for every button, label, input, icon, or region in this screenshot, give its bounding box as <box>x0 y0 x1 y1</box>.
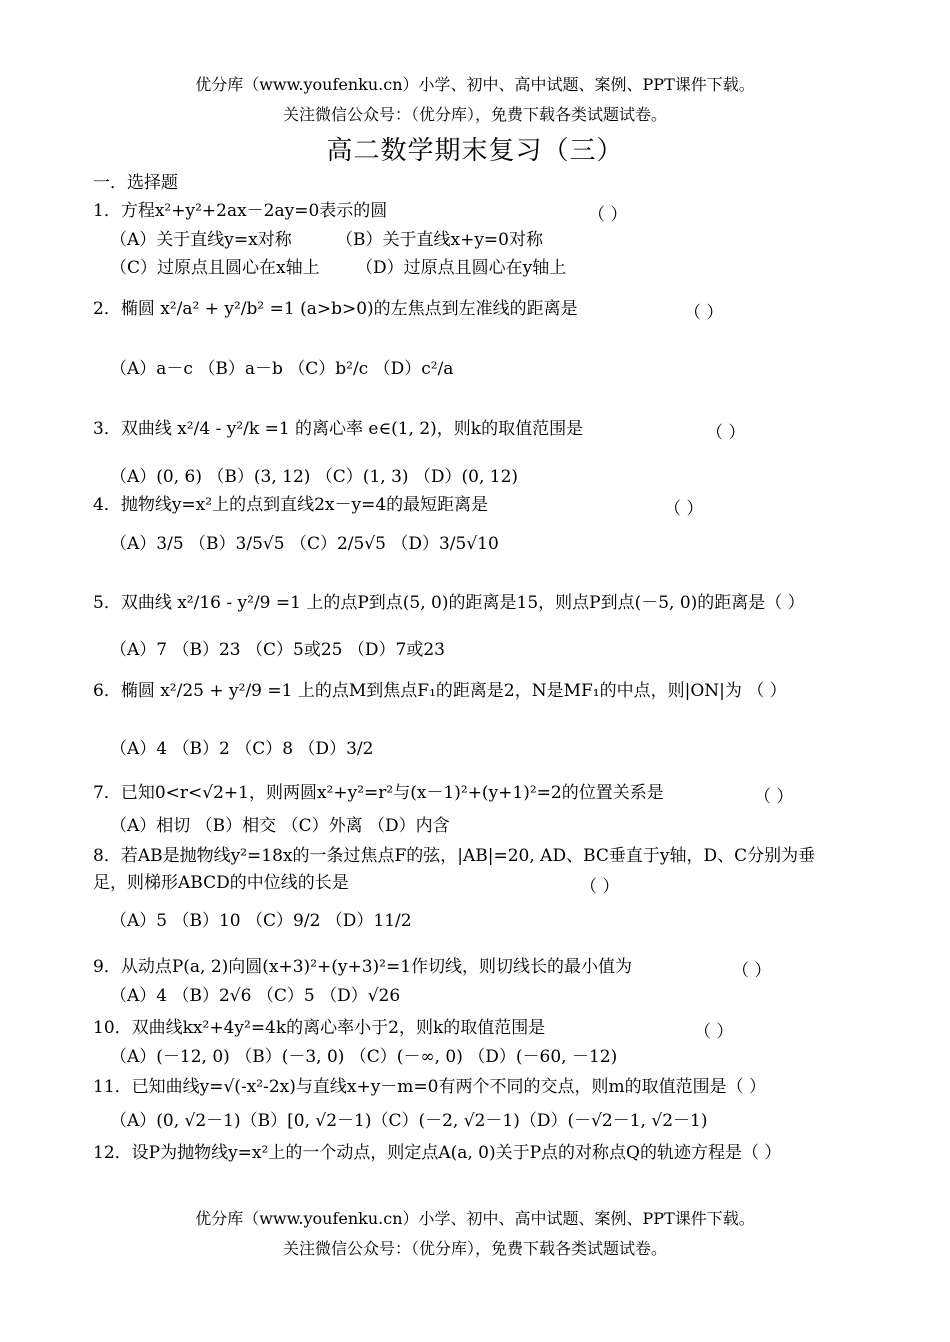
header-line-1: 优分库（www.youfenku.cn）小学、初中、高中试题、案例、PPT课件下载。 <box>195 75 755 94</box>
question-11-options: （A）(0, √2－1)（B）[0, √2－1)（C）(－2, √2－1)（D）(－√2－1, √2－1) <box>110 1111 708 1131</box>
question-2: 2．椭圆 x²/a² + y²/b² =1 (a>b>0)的左焦点到左准线的距离是 <box>93 299 578 319</box>
question-9-options: （A）4 （B）2√6 （C）5 （D）√26 <box>110 986 401 1006</box>
question-10: 10．双曲线kx²+4y²=4k的离心率小于2，则k的取值范围是 <box>93 1018 546 1038</box>
question-6-options: （A）4 （B）2 （C）8 （D）3/2 <box>110 739 374 759</box>
question-2-options: （A）a－c （B）a－b （C）b²/c （D）c²/a <box>110 359 454 379</box>
question-8-line-1: 8．若AB是抛物线y²=18x的一条过焦点F的弦，|AB|=20, AD、BC垂直于y轴，D、C分别为垂 <box>93 846 816 866</box>
question-3-options: （A）(0, 6) （B）(3, 12) （C）(1, 3) （D）(0, 12) <box>110 467 519 487</box>
question-5: 5．双曲线 x²/16 - y²/9 =1 上的点P到点(5, 0)的距离是15，则点P到点(－5, 0)的距离是（ ） <box>93 593 805 613</box>
answer-paren: （ ） <box>694 1022 734 1042</box>
question-1-option-c: （C）过原点且圆心在x轴上 <box>110 258 320 278</box>
answer-paren: （ ） <box>664 499 704 519</box>
question-5-options: （A）7 （B）23 （C）5或25 （D）7或23 <box>110 640 445 660</box>
footer-line-1: 优分库（www.youfenku.cn）小学、初中、高中试题、案例、PPT课件下载。 <box>195 1209 755 1228</box>
answer-paren: （ ） <box>684 303 724 323</box>
question-7-options: （A）相切 （B）相交 （C）外离 （D）内含 <box>110 816 450 836</box>
question-8-line-2: 足，则梯形ABCD的中位线的长是 <box>93 873 349 893</box>
answer-paren: （ ） <box>706 423 746 443</box>
question-10-options: （A）(－12, 0) （B）(－3, 0) （C）(－∞, 0) （D）(－60, －12) <box>110 1047 618 1067</box>
answer-paren: （ ） <box>580 877 620 897</box>
question-1: 1．方程x²+y²+2ax－2ay=0表示的圆 <box>93 201 388 221</box>
question-7: 7．已知0<r<√2+1，则两圆x²+y²=r²与(x－1)²+(y+1)²=2的位置关系是 <box>93 783 664 803</box>
question-3: 3．双曲线 x²/4 - y²/k =1 的离心率 e∈(1, 2)，则k的取值范围是 <box>93 419 584 439</box>
header-line-2: 关注微信公众号：（优分库），免费下载各类试题试卷。 <box>282 105 667 124</box>
answer-paren: （ ） <box>732 961 772 981</box>
question-12: 12．设P为抛物线y=x²上的一个动点，则定点A(a, 0)关于P点的对称点Q的轨迹方程是（ ） <box>93 1143 782 1163</box>
section-heading: 一．选择题 <box>93 173 178 193</box>
question-9: 9．从动点P(a, 2)向圆(x+3)²+(y+3)²=1作切线，则切线长的最小值为 <box>93 957 633 977</box>
footer-line-2: 关注微信公众号：（优分库），免费下载各类试题试卷。 <box>282 1239 667 1258</box>
question-8-options: （A）5 （B）10 （C）9/2 （D）11/2 <box>110 911 412 931</box>
answer-paren: （ ） <box>588 205 628 225</box>
question-4: 4．抛物线y=x²上的点到直线2x－y=4的最短距离是 <box>93 495 489 515</box>
question-1-option-d: （D）过原点且圆心在y轴上 <box>356 258 567 278</box>
question-1-option-a: （A）关于直线y=x对称 <box>110 230 292 250</box>
question-11: 11．已知曲线y=√(-x²-2x)与直线x+y－m=0有两个不同的交点，则m的取值范围是（ ） <box>93 1077 767 1097</box>
answer-paren: （ ） <box>754 787 794 807</box>
question-1-option-b: （B）关于直线x+y=0对称 <box>336 230 543 250</box>
question-6: 6．椭圆 x²/25 + y²/9 =1 上的点M到焦点F₁的距离是2，N是MF₁的中点，则|ON|为 （ ） <box>93 681 787 701</box>
question-4-options: （A）3/5 （B）3/5√5 （C）2/5√5 （D）3/5√10 <box>110 534 499 554</box>
page-title: 高二数学期末复习（三） <box>326 136 624 166</box>
